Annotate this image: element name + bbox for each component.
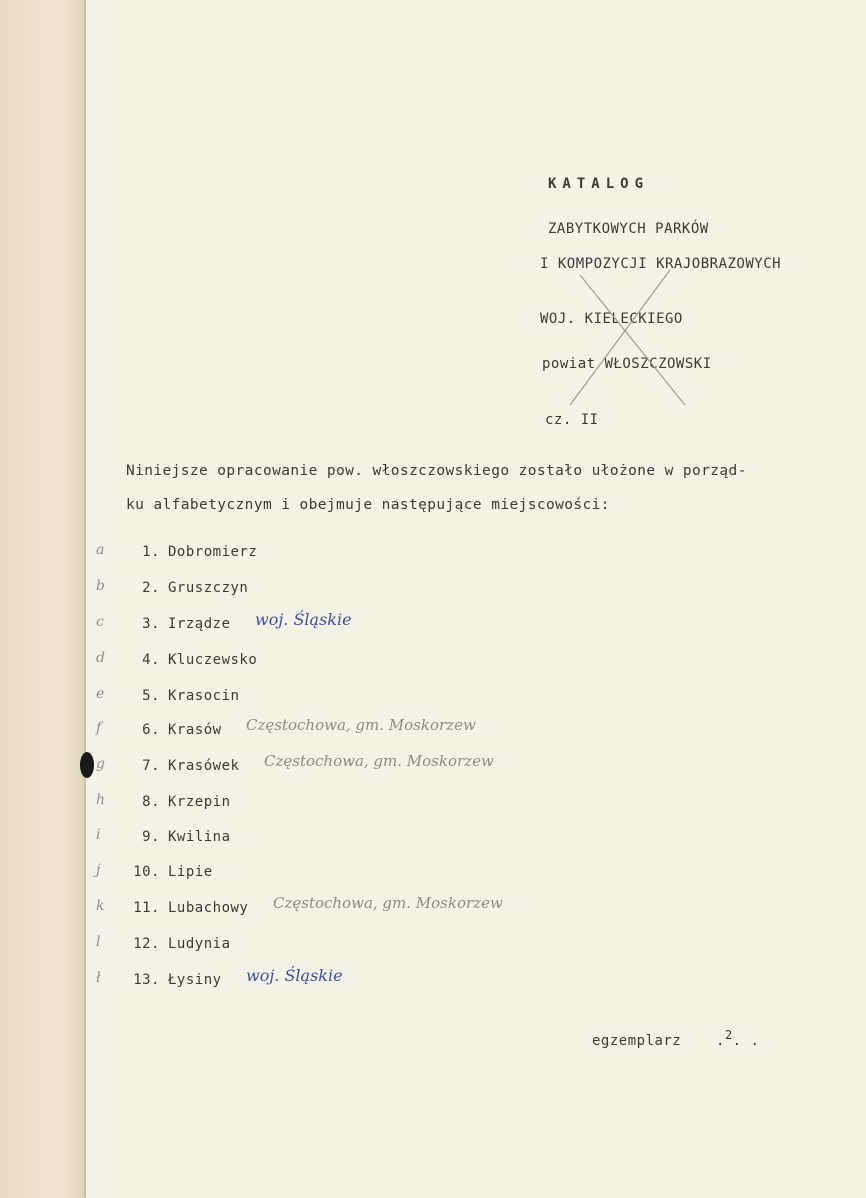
handwritten-note: Częstochowa, gm. Moskorzew (246, 716, 476, 734)
intro-line-1: Niniejsze opracowanie pow. włoszczowskiego zostało ułożone w porząd- (126, 463, 747, 479)
place-number: 12. (133, 936, 160, 952)
place-letter-mark: k (96, 898, 105, 914)
pencil-cross-mark (560, 265, 700, 415)
handwritten-note: woj. Śląskie (246, 966, 343, 985)
place-number: 3. (142, 616, 160, 632)
place-number: 6. (142, 722, 160, 738)
place-number: 4. (142, 652, 160, 668)
place-name: Kluczewsko (168, 652, 258, 668)
place-number: 8. (142, 794, 160, 810)
place-item (130, 688, 239, 704)
place-number: 1. (142, 544, 160, 560)
place-letter-mark: l (96, 934, 101, 950)
place-number: 13. (133, 972, 160, 988)
place-item (130, 972, 222, 988)
header-line-3: WOJ. KIELECKIEGO (540, 311, 683, 327)
handwritten-note: Częstochowa, gm. Moskorzew (273, 894, 503, 912)
place-letter-mark: b (96, 578, 105, 594)
place-name: Kwilina (168, 829, 231, 845)
place-number: 5. (142, 688, 160, 704)
place-name: Dobromierz (168, 544, 258, 560)
place-number: 7. (142, 758, 160, 774)
copy-label: egzemplarz (592, 1033, 682, 1049)
handwritten-note: Częstochowa, gm. Moskorzew (264, 752, 494, 770)
header-line-1: ZABYTKOWYCH PARKÓW (548, 221, 709, 237)
place-letter-mark: e (96, 686, 105, 702)
place-number: 10. (133, 864, 160, 880)
place-item (130, 864, 213, 880)
place-name: Lubachowy (168, 900, 249, 916)
place-item (130, 829, 231, 845)
place-number: 9. (142, 829, 160, 845)
place-name: Lipie (168, 864, 213, 880)
place-letter-mark: d (96, 650, 105, 666)
place-name: Gruszczyn (168, 580, 249, 596)
place-name: Irządze (168, 616, 231, 632)
handwritten-note: woj. Śląskie (255, 610, 352, 629)
place-item (130, 900, 248, 916)
place-number: 2. (142, 580, 160, 596)
place-letter-mark: f (96, 720, 102, 736)
place-item (130, 544, 257, 560)
copy-number: .2. . (716, 1028, 760, 1049)
place-letter-mark: ł (96, 970, 101, 986)
place-name: Krasów (168, 722, 222, 738)
place-name: Krasówek (168, 758, 240, 774)
place-name: Łysiny (168, 972, 222, 988)
place-item (130, 936, 231, 952)
place-number: 11. (133, 900, 160, 916)
catalog-title: KATALOG (548, 176, 650, 192)
place-name: Krzepin (168, 794, 231, 810)
document-page (86, 0, 866, 1198)
place-letter-mark: h (96, 792, 106, 808)
place-item (130, 616, 231, 632)
header-line-2: I KOMPOZYCJI KRAJOBRAZOWYCH (540, 256, 782, 272)
header-line-5: cz. II (545, 412, 599, 428)
place-letter-mark: a (96, 542, 105, 558)
copy-number-value: 2 (724, 1028, 733, 1042)
place-name: Ludynia (168, 936, 231, 952)
header-line-4: powiat WŁOSZCZOWSKI (542, 356, 712, 372)
place-letter-mark: c (96, 614, 104, 630)
place-item (130, 758, 239, 774)
place-item (130, 722, 222, 738)
place-letter-mark: j (96, 862, 101, 878)
place-item (130, 794, 231, 810)
place-item (130, 652, 257, 668)
punch-hole (80, 752, 94, 778)
intro-line-2: ku alfabetycznym i obejmuje następujące miejscowości: (126, 497, 610, 513)
binding-edge (0, 0, 86, 1198)
place-item (130, 580, 248, 596)
place-name: Krasocin (168, 688, 240, 704)
place-letter-mark: g (96, 756, 105, 772)
place-letter-mark: i (96, 827, 101, 843)
